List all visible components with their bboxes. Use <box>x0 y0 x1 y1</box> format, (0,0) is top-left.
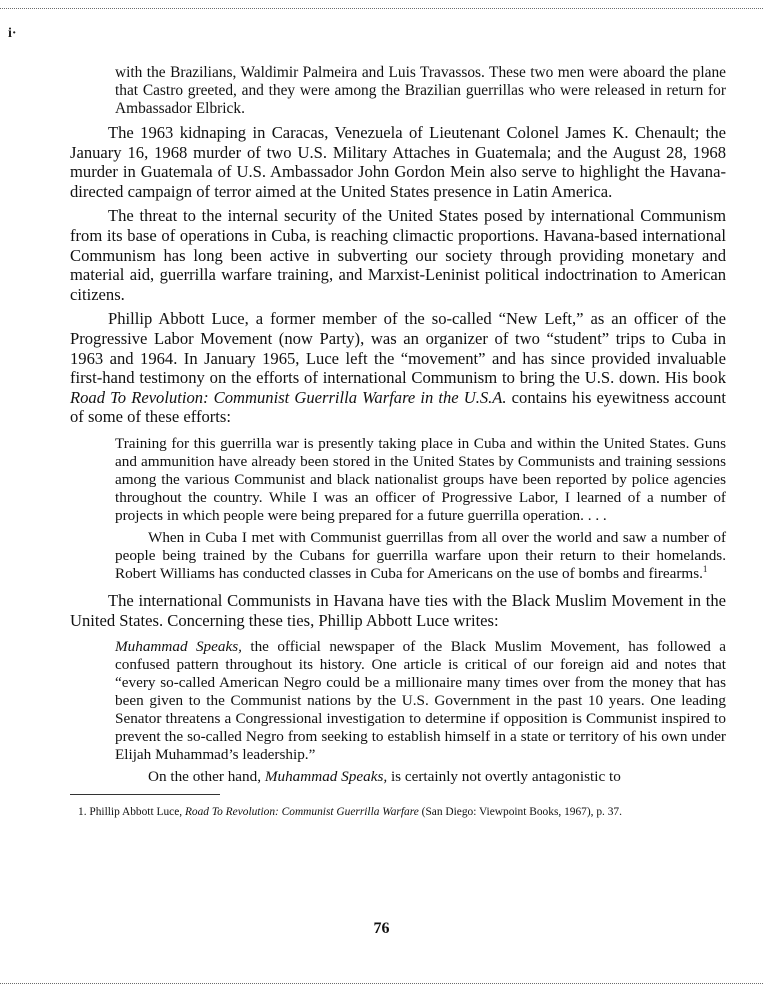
book-title: Road To Revolution: Communist Guerrilla Warfare in the U.S.A. <box>70 387 507 407</box>
newspaper-title: Muhammad Speaks, <box>115 638 242 656</box>
paragraph-luce <box>70 309 726 427</box>
quote-paragraph-other-hand <box>115 768 726 786</box>
quote-paragraph-training: Training for this guerrilla war is presently taking place in Cuba and within the United States. Guns and ammunition have already been stored in the United States by Communists and training sessions among the various Communist and black nationalist groups have been reported by police agencies throughout the country. While I was an officer of Progressive Labor, I learned of a number of projects in which people were being prepared for a future guerrilla operation. . . . <box>115 434 726 524</box>
scan-edge-top <box>0 0 763 9</box>
paragraph-kidnaping: The 1963 kidnaping in Caracas, Venezuela of Lieutenant Colonel James K. Chenault; the January 16, 1968 murder of two U.S. Military Attaches in Guatemala; and the August 28, 1968 murder in Guatemala of U.S. Ambassador John Gordon Mein also serve to highlight the Havana-directed campaign of terror aimed at the United States presence in Latin America. <box>70 123 726 201</box>
footnote-book-title: Road To Revolution: Communist Guerrilla Warfare <box>184 806 419 819</box>
footnote-publisher: (San Diego: Viewpoint Books, 1967), p. 37. <box>418 806 622 819</box>
page-number: 76 <box>373 920 390 937</box>
document-page <box>70 64 726 831</box>
quote-paragraph-cuba <box>115 529 726 583</box>
paragraph-black-muslim: The international Communists in Havana have ties with the Black Muslim Movement in the United States. Concerning these ties, Phillip Abbott Luce writes: <box>70 590 726 630</box>
footnote-marker: 1 <box>702 563 708 574</box>
footnote-divider <box>70 794 220 795</box>
newspaper-title-2: Muhammad Speaks, <box>264 768 388 786</box>
scan-edge-bottom <box>0 983 763 990</box>
quote-other-hand-end: is certainly not overtly antagonistic to <box>387 768 621 786</box>
block-quote-training <box>115 435 726 583</box>
block-quote-muhammad <box>115 638 726 786</box>
footnote-lead: 1. Phillip Abbott Luce, <box>78 806 185 819</box>
footnote <box>78 806 726 819</box>
quote-other-hand-text: On the other hand, <box>148 768 265 786</box>
scan-speck: i· <box>8 26 17 41</box>
quote-paragraph-newspaper <box>115 638 726 764</box>
quote-cuba-text: When in Cuba I met with Communist guerrillas from all over the world and saw a number of people being trained by the Cubans for guerrilla warfare upon their return to their homelands. Robert Williams has conducted classes in Cuba for Americans on the use of bombs and firearms. <box>115 528 726 582</box>
quote-newspaper-text: the official newspaper of the Black Muslim Movement, has followed a confused pattern throughout its history. One article is critical of our foreign aid and notes that “every so-called American Negro could be a millionaire many times over from the money that has been given to the Communist nations by the U.S. Government in the past 10 years. One leading Senator threatens a Congressional investigation to determine if opposition is Communist inspired to prevent the so-called Negro from seeking to establish himself in a state or territory of his own under Elijah Muhammad’s leadership.” <box>115 638 727 764</box>
paragraph-threat: The threat to the internal security of the United States posed by international Communism from its base of operations in Cuba, is reaching climactic proportions. Havana-based international Communism has long been active in subverting our society through providing monetary and material aid, guerrilla warfare training, and Marxist-Leninist political indoctrination to American citizens. <box>70 206 726 304</box>
luce-intro-text: Phillip Abbott Luce, a former member of the so-called “New Left,” as an officer of the Progressive Labor Movement (now Party), was an organizer of two “student” trips to Cuba in 1963 and 1964. In January 1965, Luce left the “movement” and has since provided invaluable first-hand testimony on the efforts of international Communism to bring the U.S. down. His book <box>70 309 726 388</box>
paragraph-continuation: with the Brazilians, Waldimir Palmeira and Luis Travassos. These two men were aboard the plane that Castro greeted, and they were among the Brazilian guerrillas who were released in return for Ambassador Elbrick. <box>115 64 726 117</box>
luce-outro-text: contains his eyewitness account of some of these efforts: <box>70 387 726 427</box>
